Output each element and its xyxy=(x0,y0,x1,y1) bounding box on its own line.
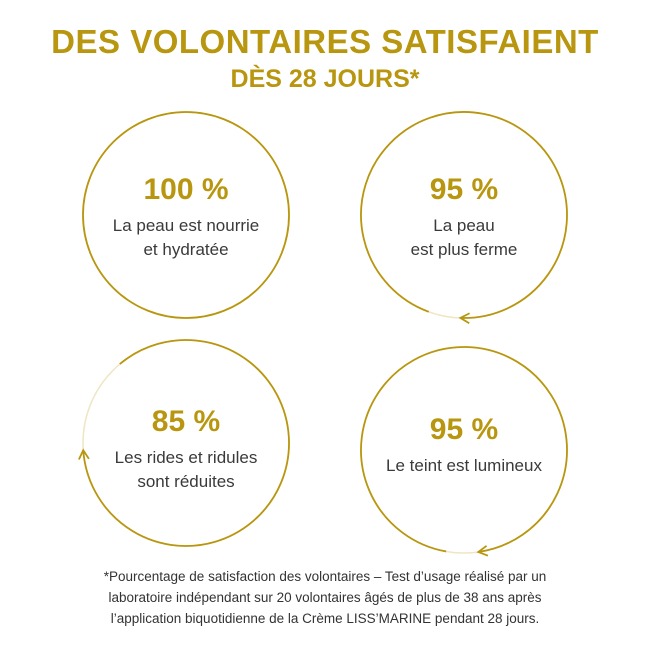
footnote xyxy=(18,566,632,629)
stat-label-line1: Le teint est lumineux xyxy=(386,456,542,475)
stat-wrinkles xyxy=(81,402,291,494)
stat-label-line2: et hydratée xyxy=(143,240,229,259)
stat-percent: 95 % xyxy=(429,173,499,206)
stat-label-line1: Les rides et ridules xyxy=(114,448,258,467)
stat-label-line1: La peau est nourrie xyxy=(112,216,260,235)
stat-firmer xyxy=(359,170,569,262)
stat-percent: 85 % xyxy=(151,405,221,438)
stat-percent: 100 % xyxy=(143,173,229,206)
page-title: DES VOLONTAIRES SATISFAIENT xyxy=(51,23,599,60)
page-subtitle: DÈS 28 JOURS* xyxy=(230,65,420,93)
stat-label-line2: sont réduites xyxy=(137,472,235,491)
footnote-line1: *Pourcentage de satisfaction des volontaires – Test d’usage réalisé par un xyxy=(103,569,547,584)
stat-percent: 95 % xyxy=(429,413,499,446)
stat-nourished xyxy=(81,170,291,262)
footnote-line2: laboratoire indépendant sur 20 volontaires âgés de plus de 38 ans après xyxy=(108,590,542,605)
stat-label-line1: La peau xyxy=(433,216,495,235)
stat-radiance xyxy=(359,410,569,478)
footnote-line3: l’application biquotidienne de la Crème LISS’MARINE pendant 28 jours. xyxy=(110,611,540,626)
stat-label-line2: est plus ferme xyxy=(410,240,518,259)
